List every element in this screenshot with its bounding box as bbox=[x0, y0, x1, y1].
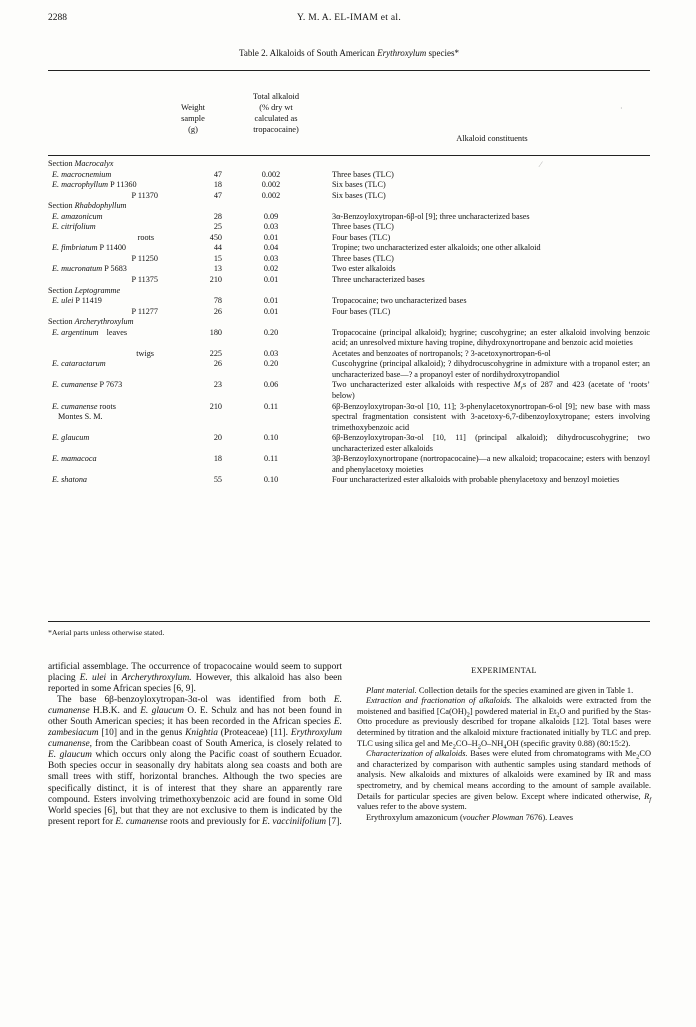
section-row bbox=[48, 317, 650, 328]
table-row bbox=[48, 264, 650, 275]
species-name: E. cataractarum bbox=[52, 359, 106, 369]
paragraph bbox=[48, 695, 342, 828]
text-run: O. E. Schulz and has not been found in other South American species; it has been recorded in the African species bbox=[48, 706, 342, 728]
species-cell bbox=[48, 191, 160, 202]
right-text-column bbox=[357, 666, 651, 823]
species-heading: Erythroxylum amazonicum bbox=[366, 812, 458, 822]
voucher-number: P 11370 bbox=[131, 190, 158, 200]
constituents-cell bbox=[332, 233, 650, 244]
plant-part: roots bbox=[99, 401, 116, 411]
species-cell bbox=[48, 212, 198, 223]
constituents-text: Two ester alkaloids bbox=[332, 264, 396, 274]
table-row bbox=[48, 402, 650, 434]
weight-value: 450 bbox=[209, 232, 222, 242]
total-alkaloid-value: 0.02 bbox=[263, 264, 279, 274]
voucher-number: P 7673 bbox=[99, 380, 123, 390]
text-run: which occurs only along the Pacific coast of southern Ecuador. Both species occur in seasonally dry habitats along sea coasts and both are small trees with stiff, horizontal branches. Although the two species are specifically distinct, it is of interest that they share an apparently rare compound. Esters involving trimethoxybenzoic acid are found in some Old World species [6], but that they are not exclusive to them is indicated by the present report for bbox=[48, 750, 343, 827]
header-line: (g) bbox=[188, 125, 198, 134]
species-name: E. macrophyllum bbox=[52, 180, 109, 190]
paragraph-title: Extraction and fractionation of alkaloids. bbox=[366, 696, 512, 706]
weight-column-header bbox=[164, 102, 222, 135]
species-cell bbox=[48, 328, 198, 339]
text-run: The base 6β-benzoyloxytropan-3α-ol was identified from both bbox=[57, 695, 326, 706]
weight-value: 18 bbox=[213, 180, 222, 190]
section-name: Rhabdophyllum bbox=[74, 201, 127, 211]
species-cell bbox=[48, 254, 160, 265]
genus-name: Knightia bbox=[185, 728, 218, 739]
constituents-text: Three bases (TLC) bbox=[332, 169, 394, 179]
constituents-text: Cuscohygrine (principal alkaloid); ? dihydrocuscohygrine in admixture with a tropanol ester; an uncharacterized base—? a propanoyl ester of nordihydroxytropandiol bbox=[332, 359, 650, 379]
constituents-cell bbox=[332, 402, 650, 434]
constituents-text: s of 287 and 423 (acetate of ‘roots’ below) bbox=[332, 380, 650, 401]
section-name: Macrocalyx bbox=[74, 159, 114, 168]
subscript: f bbox=[649, 796, 651, 804]
subscript: 2 bbox=[636, 753, 640, 761]
constituents-cell bbox=[332, 307, 650, 318]
constituents-cell bbox=[332, 264, 650, 275]
species-cell bbox=[48, 222, 198, 233]
text-run: The alkaloids were extracted from the moistened and basified [Ca(OH) bbox=[357, 696, 651, 716]
left-text-column bbox=[48, 662, 342, 828]
weight-value: 47 bbox=[213, 169, 222, 179]
total-alkaloid-column-header bbox=[234, 91, 318, 135]
section-row bbox=[48, 286, 650, 297]
constituents-cell bbox=[332, 433, 650, 454]
species-cell bbox=[48, 233, 160, 244]
constituents-text: 3β-Benzoyloxynortropane (nortropacocaine)—a new alkaloid; tropacocaine; esters with benzoyl and phenylacetoxy moieties bbox=[332, 454, 650, 474]
species-name: E. ulei bbox=[79, 673, 107, 684]
species-name: E. citrifolium bbox=[52, 222, 96, 232]
species-name: E. cumanense bbox=[52, 380, 98, 390]
text-run: 7676). Leaves bbox=[525, 812, 574, 822]
text-run: values refer to the above system. bbox=[357, 802, 467, 812]
caption-text: Table 2. Alkaloids of South American bbox=[238, 48, 375, 58]
constituents-text: Tropacocaine (principal alkaloid); hygrine; cuscohygrine; an ester alkaloid involving benzoic acid; an unresolved mixture having tropine, dihydroxynortropane and benzoic acid moieties bbox=[332, 327, 650, 348]
constituents-cell bbox=[332, 296, 650, 307]
constituents-cell bbox=[332, 275, 650, 286]
section-prefix: Section bbox=[48, 317, 73, 327]
constituents-text: Four uncharacterized ester alkaloids with probable phenylacetoxy and benzoyl moieties bbox=[332, 475, 620, 485]
mass-symbol: M bbox=[513, 380, 521, 390]
table-row bbox=[48, 454, 650, 475]
section-prefix: Section bbox=[48, 285, 73, 295]
voucher-number: P 5683 bbox=[104, 264, 127, 274]
table-row bbox=[48, 380, 650, 401]
table-footnote: *Aerial parts unless otherwise stated. bbox=[48, 628, 165, 637]
text-run: H.B.K. and bbox=[93, 706, 137, 717]
constituents-text: Six bases (TLC) bbox=[332, 180, 386, 190]
section-name: Leptogramme bbox=[74, 285, 121, 295]
constituents-column-header: Alkaloid constituents bbox=[456, 134, 528, 143]
species-name: E. mamacoca bbox=[52, 454, 97, 464]
text-run: ] powdered material in Et bbox=[469, 706, 557, 716]
total-alkaloid-value: 0.11 bbox=[263, 454, 279, 464]
constituents-text: Three bases (TLC) bbox=[332, 253, 394, 263]
total-alkaloid-value: 0.01 bbox=[263, 275, 279, 285]
text-run: from the Caribbean coast of South America, is closely related to bbox=[95, 739, 342, 750]
paragraph bbox=[357, 749, 651, 813]
weight-value: 210 bbox=[209, 275, 222, 285]
table-caption bbox=[48, 48, 650, 58]
total-alkaloid-value: 0.01 bbox=[263, 232, 279, 242]
species-cell bbox=[48, 264, 198, 275]
constituents-cell bbox=[332, 454, 650, 475]
text-run: in bbox=[110, 673, 118, 684]
section-label bbox=[48, 317, 198, 328]
voucher-number: P 11250 bbox=[131, 253, 158, 263]
species-cell bbox=[48, 359, 198, 370]
constituents-cell bbox=[332, 243, 650, 254]
species-cell bbox=[48, 180, 198, 191]
table-row bbox=[48, 275, 650, 286]
constituents-text: Tropacocaine; two uncharacterized bases bbox=[332, 296, 467, 306]
constituents-cell bbox=[332, 222, 650, 233]
table-row bbox=[48, 359, 650, 380]
table-row bbox=[48, 222, 650, 233]
constituents-text: Tropine; two uncharacterized ester alkaloids; one other alkaloid bbox=[332, 243, 541, 253]
voucher-number: P 11400 bbox=[99, 243, 127, 253]
total-alkaloid-value: 0.002 bbox=[261, 169, 281, 179]
total-alkaloid-value: 0.10 bbox=[263, 433, 279, 443]
header-line: (% dry wt bbox=[259, 103, 293, 112]
species-cell bbox=[48, 402, 198, 423]
species-cell bbox=[48, 296, 198, 307]
constituents-cell bbox=[332, 359, 650, 380]
table-row bbox=[48, 475, 650, 486]
constituents-text: 6β-Benzoyloxytropan-3α-ol [10, 11] (principal alkaloid); dihydrocuscohygrine; two uncharacterized ester alkaloids bbox=[332, 433, 650, 453]
scan-speck: · bbox=[620, 104, 623, 113]
plant-part: twigs bbox=[136, 348, 154, 358]
constituents-cell bbox=[332, 328, 650, 349]
species-name: E. zambesiacum bbox=[48, 717, 342, 739]
species-name: E. argentinum bbox=[52, 327, 99, 337]
table-bottom-rule bbox=[48, 621, 650, 622]
table-row bbox=[48, 349, 650, 360]
total-alkaloid-value: 0.002 bbox=[261, 190, 281, 200]
caption-tail: species* bbox=[428, 48, 459, 58]
header-line: Weight bbox=[181, 103, 205, 112]
text-run: ( bbox=[459, 812, 463, 822]
constituents-cell bbox=[332, 170, 650, 181]
table-row bbox=[48, 307, 650, 318]
paragraph bbox=[357, 813, 651, 824]
species-name: E. mucronatum bbox=[52, 264, 103, 274]
constituents-cell bbox=[332, 180, 650, 191]
species-cell bbox=[48, 243, 198, 254]
constituents-text: Four bases (TLC) bbox=[332, 306, 391, 316]
constituents-text: 6β-Benzoyloxytropan-3α-ol [10, 11]; 3-phenylacetoxynortropan-6-ol [9]; new base with mass spectral fragmentation consistent with 3-acetoxy-6,7-dibenzoyloxytropane; esters involving trimethoxybenzoic acid bbox=[332, 401, 650, 432]
constituents-text: Acetates and benzoates of nortropanols; ? 3-acetoxynortropan-6-ol bbox=[332, 348, 551, 358]
constituents-text: Four bases (TLC) bbox=[332, 232, 391, 242]
constituents-cell bbox=[332, 349, 650, 360]
table-row bbox=[48, 254, 650, 265]
text-run: O–NH bbox=[480, 738, 504, 748]
text-run: O and purified by the Stas-Otto procedure as previously described for tropane alkaloids [12]. Total bases were determined by titration and the alkaloid mixture fractionated initially by TLC and prep. TLC using silica gel and Me bbox=[357, 706, 652, 748]
paragraph-title: Plant material. bbox=[366, 685, 417, 695]
table-row bbox=[48, 212, 650, 223]
constituents-cell bbox=[332, 380, 650, 401]
text-run: [7]. bbox=[328, 816, 342, 827]
text-run: roots and previously for bbox=[169, 816, 260, 827]
constituents-text: 3α-Benzoyloxytropan-6β-ol [9]; three uncharacterized bases bbox=[332, 211, 530, 221]
subscript: 4 bbox=[503, 743, 507, 751]
constituents-text: Three uncharacterized bases bbox=[332, 275, 425, 285]
species-cell bbox=[48, 454, 198, 465]
paragraph bbox=[357, 686, 651, 697]
species-name: E. macrocnemium bbox=[52, 169, 112, 179]
text-run: OH (specific gravity 0.88) (80:15:2). bbox=[506, 738, 631, 748]
weight-value: 26 bbox=[213, 359, 222, 369]
weight-value: 25 bbox=[213, 222, 222, 232]
scan-speck: ⁄ bbox=[540, 160, 542, 169]
weight-value: 18 bbox=[213, 454, 222, 464]
weight-value: 44 bbox=[213, 243, 222, 253]
text-run: (Proteaceae) [11]. bbox=[220, 728, 289, 739]
text-run: CO and characterized by comparison with authentic samples using standard methods of analysis. New alkaloids and mixtures of alkaloids were examined by IR and mass spectrometry, and by chemical means according to the amount of sample available. Details for particular species are given below. Except where indicated otherwise, bbox=[357, 749, 652, 801]
rf-symbol: R bbox=[644, 791, 650, 801]
page-number: 2288 bbox=[48, 13, 67, 23]
weight-value: 26 bbox=[213, 306, 222, 316]
running-head bbox=[48, 13, 650, 27]
constituents-cell bbox=[332, 254, 650, 265]
weight-value: 225 bbox=[209, 348, 222, 358]
section-label bbox=[48, 286, 198, 297]
species-cell bbox=[48, 170, 198, 181]
weight-value: 210 bbox=[209, 401, 222, 411]
weight-value: 15 bbox=[213, 253, 222, 263]
total-alkaloid-value: 0.04 bbox=[263, 243, 279, 253]
subscript: 2 bbox=[466, 711, 470, 719]
total-alkaloid-value: 0.002 bbox=[261, 180, 281, 190]
header-authors: Y. M. A. EL-IMAM et al. bbox=[296, 13, 402, 23]
total-alkaloid-value: 0.01 bbox=[263, 296, 279, 306]
collection-place: Montes S. M. bbox=[58, 412, 103, 422]
voucher-number: P 11360 bbox=[110, 180, 137, 190]
text-run: artificial assemblage. The occurrence of tropacocaine would seem to support placing bbox=[48, 662, 342, 684]
header-line: sample bbox=[181, 114, 205, 123]
weight-value: 55 bbox=[213, 475, 222, 485]
table-row bbox=[48, 191, 650, 202]
section-prefix: Section bbox=[48, 159, 73, 168]
total-alkaloid-value: 0.03 bbox=[263, 348, 279, 358]
species-name: E. ulei bbox=[52, 296, 74, 306]
species-name: E. fimbriatum bbox=[52, 243, 98, 253]
table-body bbox=[48, 159, 650, 486]
plant-part: leaves bbox=[106, 327, 128, 337]
voucher-label: voucher Plowman bbox=[462, 812, 524, 822]
weight-value: 78 bbox=[213, 296, 222, 306]
paragraph bbox=[48, 662, 342, 695]
species-name: E. amazonicum bbox=[52, 211, 103, 221]
species-name: E. cumanense bbox=[115, 816, 168, 827]
paragraph bbox=[357, 696, 651, 749]
table-row bbox=[48, 170, 650, 181]
header-line: tropacocaine) bbox=[253, 125, 299, 134]
total-alkaloid-value: 0.03 bbox=[263, 253, 279, 263]
weight-value: 47 bbox=[213, 190, 222, 200]
constituents-cell bbox=[332, 475, 650, 486]
table-row bbox=[48, 433, 650, 454]
species-name: E. cumanense bbox=[48, 695, 342, 717]
header-line: calculated as bbox=[254, 114, 298, 123]
species-cell bbox=[48, 275, 160, 286]
total-alkaloid-value: 0.03 bbox=[263, 222, 279, 232]
species-name: E. glaucum bbox=[140, 706, 184, 717]
species-name: E. cumanense bbox=[52, 401, 98, 411]
weight-value: 180 bbox=[209, 327, 222, 337]
species-cell bbox=[48, 433, 198, 444]
weight-value: 20 bbox=[213, 433, 222, 443]
total-alkaloid-value: 0.20 bbox=[263, 359, 279, 369]
subscript: 2 bbox=[477, 743, 481, 751]
weight-value: 23 bbox=[213, 380, 222, 390]
section-name: Archerythroxylum bbox=[74, 317, 134, 327]
section-prefix: Section bbox=[48, 201, 73, 211]
section-row bbox=[48, 159, 650, 170]
table-row bbox=[48, 328, 650, 349]
species-name: E. glaucum bbox=[48, 750, 92, 761]
plant-part: roots bbox=[137, 232, 154, 242]
species-cell bbox=[48, 475, 198, 486]
subscript: r bbox=[520, 385, 524, 393]
constituents-cell bbox=[332, 212, 650, 223]
text-run: CO–H bbox=[455, 738, 478, 748]
species-cell bbox=[48, 380, 198, 391]
total-alkaloid-value: 0.09 bbox=[263, 211, 279, 221]
constituents-text: Three bases (TLC) bbox=[332, 222, 394, 232]
table-top-rule bbox=[48, 70, 650, 71]
caption-genus: Erythroxylum bbox=[377, 48, 427, 58]
species-cell bbox=[48, 307, 160, 318]
section-heading: EXPERIMENTAL bbox=[471, 666, 537, 675]
total-alkaloid-value: 0.10 bbox=[263, 475, 279, 485]
voucher-number: P 11419 bbox=[75, 296, 102, 306]
text-run: [10] and in the genus bbox=[101, 728, 183, 739]
voucher-number: P 11277 bbox=[131, 306, 158, 316]
total-alkaloid-value: 0.11 bbox=[263, 401, 279, 411]
total-alkaloid-value: 0.06 bbox=[263, 380, 279, 390]
constituents-cell bbox=[332, 191, 650, 202]
text-run: However, this alkaloid has also been reported in some African species [6, 9]. bbox=[48, 673, 342, 695]
voucher-number: P 11375 bbox=[131, 275, 158, 285]
subscript: 2 bbox=[452, 743, 456, 751]
table-row bbox=[48, 180, 650, 191]
constituents-text: Two uncharacterized ester alkaloids with respective bbox=[332, 380, 510, 390]
section-row bbox=[48, 201, 650, 212]
section-label bbox=[48, 201, 198, 212]
header-line: Total alkaloid bbox=[252, 92, 300, 101]
text-run: Bases were eluted from chromatograms with Me bbox=[470, 749, 637, 759]
weight-value: 28 bbox=[213, 211, 222, 221]
weight-value: 13 bbox=[213, 264, 222, 274]
constituents-text: Six bases (TLC) bbox=[332, 190, 386, 200]
species-cell bbox=[48, 349, 160, 360]
section-label bbox=[48, 159, 198, 170]
species-name: E. shatona bbox=[52, 475, 88, 485]
table-header-rule bbox=[48, 155, 650, 156]
subscript: 2 bbox=[556, 711, 560, 719]
table-row bbox=[48, 243, 650, 254]
total-alkaloid-value: 0.01 bbox=[263, 306, 279, 316]
total-alkaloid-value: 0.20 bbox=[263, 327, 279, 337]
species-name: E. vacciniifolium bbox=[262, 816, 327, 827]
genus-name: Archerythroxylum. bbox=[121, 673, 192, 684]
species-name: Erythroxylum cumanense, bbox=[48, 728, 343, 750]
species-name: E. glaucum bbox=[52, 433, 90, 443]
text-run: Collection details for the species examined are given in Table 1. bbox=[418, 685, 634, 695]
table-row bbox=[48, 296, 650, 307]
paragraph-title: Characterization of alkaloids. bbox=[366, 749, 468, 759]
table-row bbox=[48, 233, 650, 244]
table-column-headers bbox=[48, 93, 650, 153]
